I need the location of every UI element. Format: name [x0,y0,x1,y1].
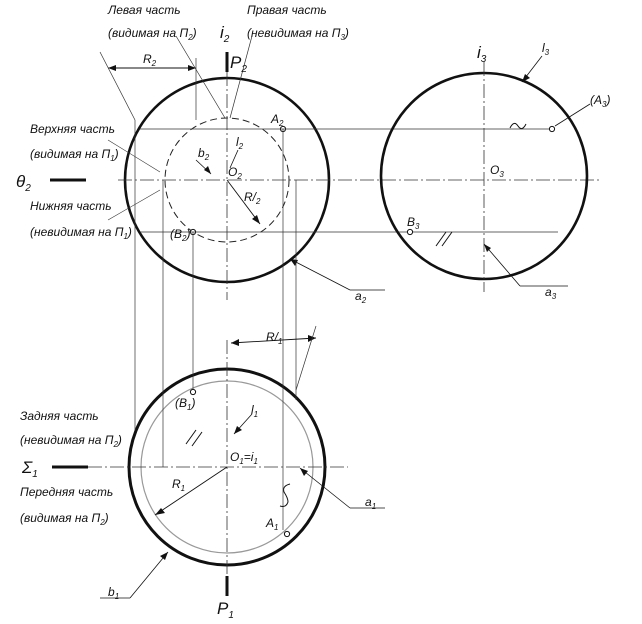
l1-label: $l_1$ [251,403,259,419]
right-part-note: (невидимая на $П_3$) [247,26,349,42]
view-profile [381,56,590,292]
r-prime1-ext [296,326,316,390]
b2-leader-arrow [204,166,211,174]
right-part-label: Правая часть [247,3,327,17]
left-part-leader [176,36,225,118]
i2-label: $i_2$ [220,23,230,45]
lower-part-label: Нижняя часть [30,199,112,213]
lower-part-note: (невидимая на $П_1$) [30,225,132,241]
lower-part-leader [108,190,160,220]
upper-part-label: Верхняя часть [30,122,115,136]
b1-leader [130,552,168,598]
point-a3 [549,126,554,131]
left-part-note: (видимая на $П_2$) [108,26,197,42]
a3-arc-label: $a_3$ [545,285,557,301]
theta2-label: $\theta_2$ [16,172,31,194]
r-prime2-arrow [252,215,260,224]
r2-label: $R_2$ [143,52,157,68]
a3-label: $(A_3)$ [590,93,611,109]
hatch-profile-1 [436,232,446,246]
back-part-label: Задняя часть [20,409,99,423]
hatch-profile-2 [442,232,452,246]
s-curve-profile [510,123,526,128]
b1-label: $b_1$ [108,585,120,601]
p1-label: $P_1$ [217,599,234,621]
r1-label: $R_1$ [172,477,186,493]
r2-ext-left [100,52,135,120]
point-b3 [407,229,412,234]
front-part-label: Передняя часть [20,485,114,499]
l3-label: $l_3$ [542,41,550,57]
l2-label: $l_2$ [236,135,244,151]
upper-part-note: (видимая на $П_1$) [30,147,119,163]
a2-label: $A_2$ [271,112,284,128]
a1-point-label: $A_1$ [266,516,279,532]
a2-arc-label: $a_2$ [355,289,367,305]
front-part-note: (видимая на $П_2$) [20,511,109,527]
b1-leader-arrow [160,552,168,560]
left-part-label: Левая часть [108,3,181,17]
b1-point-label: $(B_1)$ [175,396,196,412]
sigma1-label: $\Sigma_1$ [22,458,38,480]
b2-label: $b_2$ [198,146,210,162]
r1-line [155,467,227,515]
point-a1 [284,531,289,536]
i3-label: $i_3$ [477,43,487,65]
a1-arc-label: $a_1$ [365,495,377,511]
l1-leader-arrow [234,426,242,434]
r-prime2-label: $R/_2$ [244,190,261,206]
r-prime1-arrow-l [231,339,239,346]
b2-point-label: $(B_2)$ [170,227,191,243]
a2-leader [290,259,350,290]
view-front [50,36,600,300]
point-b1 [190,389,195,394]
b3-label: $B_3$ [407,215,420,231]
back-part-note: (невидимая на $П_2$) [20,433,122,449]
o3-label: $O_3$ [490,163,504,179]
r-prime1-label: $R/_1$ [266,330,283,346]
o1-label: $O_1=i_1$ [230,450,258,466]
a1-leader-arrow [300,468,308,476]
o2-label: $O_2$ [228,165,242,181]
p2-label: $P_2$ [230,53,247,75]
s-curve-top [280,484,290,507]
